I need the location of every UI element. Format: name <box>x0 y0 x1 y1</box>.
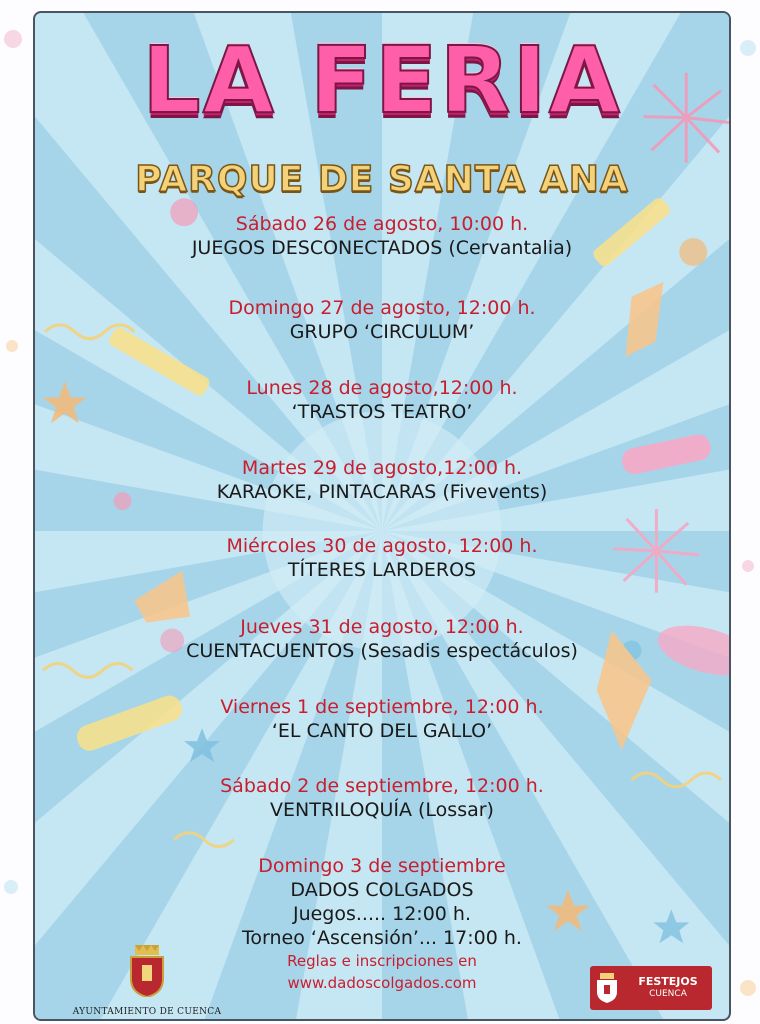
event-name: JUEGOS DESCONECTADOS (Cervantalia) <box>191 237 573 259</box>
coat-of-arms-icon <box>127 945 167 997</box>
confetti-dot <box>742 560 754 572</box>
feria-poster <box>33 11 731 1021</box>
ayuntamiento-label: AYUNTAMIENTO DE CUENCA <box>72 1007 222 1017</box>
confetti-dot <box>4 30 22 48</box>
poster-subtitle: PARQUE DE SANTA ANA <box>135 159 629 200</box>
confetti-dot <box>740 980 756 996</box>
poster-title: LA FERIA <box>142 27 622 134</box>
event-schedule-line: Juegos..... 12:00 h. <box>292 903 472 925</box>
event-website-link[interactable]: www.dadoscolgados.com <box>287 974 477 992</box>
festejos-label-line2: CUENCA <box>649 989 687 999</box>
event-item <box>35 615 729 663</box>
event-date: Jueves 31 de agosto, 12:00 h. <box>240 616 524 638</box>
event-item <box>35 376 729 424</box>
confetti-dot <box>4 880 18 894</box>
event-name: ‘TRASTOS TEATRO’ <box>291 401 473 423</box>
event-date: Martes 29 de agosto,12:00 h. <box>241 457 523 479</box>
event-item <box>35 456 729 504</box>
confetti-dot <box>6 340 18 352</box>
event-date: Miércoles 30 de agosto, 12:00 h. <box>226 535 538 557</box>
event-name: ‘EL CANTO DEL GALLO’ <box>271 720 493 742</box>
event-item <box>35 212 729 260</box>
event-schedule-line: Torneo ‘Ascensión’... 17:00 h. <box>242 927 522 949</box>
event-item <box>35 774 729 822</box>
festejos-label-line1: FESTEJOS <box>638 975 698 988</box>
event-item <box>35 695 729 743</box>
event-date: Sábado 2 de septiembre, 12:00 h. <box>220 775 544 797</box>
event-name: GRUPO ‘CIRCULUM’ <box>289 321 475 343</box>
event-date: Viernes 1 de septiembre, 12:00 h. <box>220 696 544 718</box>
ayuntamiento-logo <box>47 945 247 1021</box>
festejos-label <box>624 975 712 1001</box>
event-item <box>35 534 729 582</box>
festejos-cuenca-logo <box>590 966 712 1010</box>
event-date: Lunes 28 de agosto,12:00 h. <box>246 377 518 399</box>
event-name: TÍTERES LARDEROS <box>287 559 477 581</box>
event-date: Sábado 26 de agosto, 10:00 h. <box>235 213 529 235</box>
event-name: DADOS COLGADOS <box>290 879 474 901</box>
event-item <box>35 296 729 344</box>
event-name: KARAOKE, PINTACARAS (Fivevents) <box>216 481 548 503</box>
event-name: VENTRILOQUÍA (Lossar) <box>270 799 494 821</box>
festejos-emblem-icon <box>590 966 624 1010</box>
event-date: Domingo 3 de septiembre <box>258 855 506 877</box>
event-date: Domingo 27 de agosto, 12:00 h. <box>228 297 536 319</box>
streamer-icon <box>43 663 132 677</box>
confetti-dot <box>740 40 756 56</box>
event-name: CUENTACUENTOS (Sesadis espectáculos) <box>186 640 578 662</box>
event-rules: Reglas e inscripciones en <box>287 952 477 970</box>
